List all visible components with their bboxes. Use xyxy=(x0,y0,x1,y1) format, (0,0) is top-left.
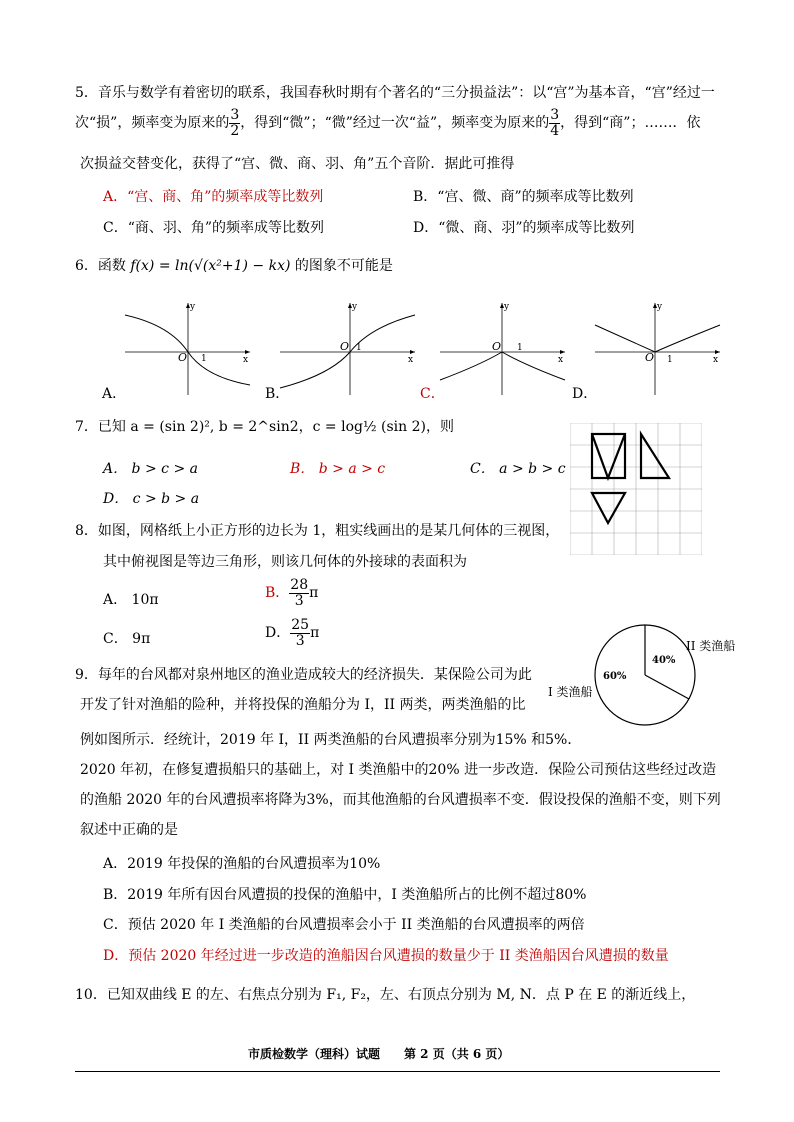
axis-x-label: x xyxy=(713,355,719,365)
axis-y-label: y xyxy=(190,302,196,312)
arrow-icon xyxy=(245,350,250,354)
frac-num: 3 xyxy=(230,107,240,123)
q5-option-b: B．“宫、微、商”的频率成等比数列 xyxy=(413,189,634,205)
q8-option-a: A． 10π xyxy=(103,592,159,608)
q6-suffix: 的图象不可能是 xyxy=(294,258,393,274)
side-view xyxy=(641,434,669,478)
q5-option-a: A．“宫、商、角”的频率成等比数列 xyxy=(103,189,324,205)
tick-label: 1 xyxy=(356,343,362,353)
tick-label: 1 xyxy=(517,343,523,353)
origin-label: O xyxy=(492,340,502,353)
views xyxy=(592,434,669,523)
q8-line2: 其中俯视图是等边三角形，则该几何体的外接球的表面积为 xyxy=(103,554,467,570)
q7-option-a: A． b > c > a xyxy=(103,461,198,477)
pie-label-ii-pct: 40% xyxy=(652,655,676,666)
q9-line1: 9．每年的台风都对泉州地区的渔业造成较大的经济损失．某保险公司为此 xyxy=(75,667,532,683)
frac-num: 3 xyxy=(550,107,560,123)
q6-label-a: A． xyxy=(102,386,127,402)
q8-line1: 8．如图，网格纸上小正方形的边长为 1，粗实线画出的是某几何体的三视图， xyxy=(75,523,560,539)
q7-option-b: B． b > a > c xyxy=(290,461,386,477)
q5-line1: 5．音乐与数学有着密切的联系，我国春秋时期有个著名的“三分损益法”：以“宫”为基本音，“宫”经过一 xyxy=(75,85,715,101)
axis-x-label: x xyxy=(408,355,414,365)
fraction-3-2 xyxy=(229,108,240,138)
frac-den: 2 xyxy=(230,122,240,139)
pi-symbol: π xyxy=(309,585,319,602)
q6-function: f(x) = ln(√(x²+1) − kx) xyxy=(130,258,291,274)
q9-option-d: D．预估 2020 年经过进一步改造的渔船因台风遭损的数量少于 II 类渔船因台风遭损的数量 xyxy=(103,948,669,964)
q6-label-d: D． xyxy=(572,386,598,402)
q5-text: ，得到“商”；……．依 xyxy=(560,115,701,132)
q9-line6: 叙述中正确的是 xyxy=(80,822,178,838)
q7-option-c: C． a > b > c xyxy=(470,461,566,477)
q5-option-c: C．“商、羽、角”的频率成等比数列 xyxy=(103,220,325,236)
q7-stem: 7．已知 a = (sin 2)², b = 2^sin2，c = log½ (sin 2)，则 xyxy=(75,419,454,435)
footer-divider xyxy=(75,1071,720,1072)
pie-label-i: I 类渔船 xyxy=(548,685,593,699)
q5-text: 次“损”，频率变为原来的 xyxy=(75,115,230,132)
q9-option-c: C．预估 2020 年 I 类渔船的台风遭损率会小于 II 类渔船的台风遭损率的两倍 xyxy=(103,917,585,933)
frac-num: 25 xyxy=(291,617,310,633)
pie-label-ii: II 类渔船 xyxy=(686,639,736,653)
q6-stem xyxy=(75,255,393,275)
option-label: B． xyxy=(265,585,290,602)
q9-line4: 2020 年初，在修复遭损船只的基础上，对 I 类渔船中的20% 进一步改造．保险公司预估这些经过改造 xyxy=(80,762,717,778)
axis-y-label: y xyxy=(657,302,663,312)
q6-label-c: C． xyxy=(420,386,445,402)
front-view-lines xyxy=(592,434,625,478)
page-footer: 市质检数学（理科）试题 第 2 页（共 6 页） xyxy=(248,1047,510,1061)
q9-option-b: B．2019 年所有因台风遭损的投保的渔船中，I 类渔船所占的比例不超过80% xyxy=(103,887,587,903)
graph-b xyxy=(280,302,415,395)
q9-line3: 例如图所示．经统计，2019 年 I，II 两类渔船的台风遭损率分别为15% 和5%． xyxy=(80,732,582,748)
grid xyxy=(570,423,702,555)
arrow-icon xyxy=(410,350,415,354)
q9-line2: 开发了针对渔船的险种，并将投保的渔船分为 I，II 两类，两类渔船的比 xyxy=(80,697,526,713)
fraction-25-3 xyxy=(290,618,310,648)
frac-den: 4 xyxy=(550,122,560,139)
three-view-figure xyxy=(570,423,702,555)
q5-option-d: D．“微、商、羽”的频率成等比数列 xyxy=(413,220,635,236)
origin-label: O xyxy=(178,351,188,364)
axis-x-label: x xyxy=(243,355,249,365)
axis-x-label: x xyxy=(558,355,564,365)
graph-d xyxy=(595,302,720,395)
option-label: D． xyxy=(265,625,291,642)
q8-option-c: C． 9π xyxy=(103,631,151,647)
curve xyxy=(440,352,565,380)
q9-line5: 的渔船 2020 年的台风遭损率将降为3%，而其他渔船的台风遭损率不变．假设投保的渔船不变，则下列 xyxy=(80,792,721,808)
q5-text: ，得到“微”；“微”经过一次“益”，频率变为原来的 xyxy=(240,115,550,132)
tick-label: 1 xyxy=(201,354,207,364)
top-view xyxy=(592,493,625,523)
q5-line3: 次损益交替变化，获得了“宫、微、商、羽、角”五个音阶．据此可推得 xyxy=(80,156,515,172)
origin-label: O xyxy=(645,351,655,364)
q6-prefix: 6．函数 xyxy=(75,258,126,274)
q5-line2 xyxy=(75,108,700,138)
pi-symbol: π xyxy=(310,625,320,642)
pie-divider xyxy=(645,675,689,699)
q6-label-b: B． xyxy=(265,386,290,402)
graph-a xyxy=(125,302,250,395)
curve xyxy=(125,315,250,385)
frac-den: 3 xyxy=(294,592,304,609)
q10-line1: 10．已知双曲线 E 的左、右焦点分别为 F₁, F₂，左、右顶点分别为 M, N．点 P 在 E 的渐近线上， xyxy=(75,987,696,1003)
arrow-icon xyxy=(715,350,720,354)
axis-y-label: y xyxy=(352,302,358,312)
pie-label-i-pct: 60% xyxy=(603,671,627,682)
axis-y-label: y xyxy=(504,302,510,312)
arrow-icon xyxy=(560,350,565,354)
q7-option-d: D． c > b > a xyxy=(103,491,200,507)
q8-option-d xyxy=(265,618,319,648)
origin-label: O xyxy=(340,340,350,353)
curve xyxy=(595,325,720,352)
fraction-28-3 xyxy=(289,578,309,608)
front-view xyxy=(592,434,625,478)
q9-option-a: A．2019 年投保的渔船的台风遭损率为10% xyxy=(103,856,381,872)
frac-num: 28 xyxy=(290,577,309,593)
q8-option-b xyxy=(265,578,318,608)
graph-c xyxy=(440,302,565,395)
frac-den: 3 xyxy=(295,632,305,649)
tick-label: 1 xyxy=(667,355,673,365)
fraction-3-4 xyxy=(549,108,560,138)
